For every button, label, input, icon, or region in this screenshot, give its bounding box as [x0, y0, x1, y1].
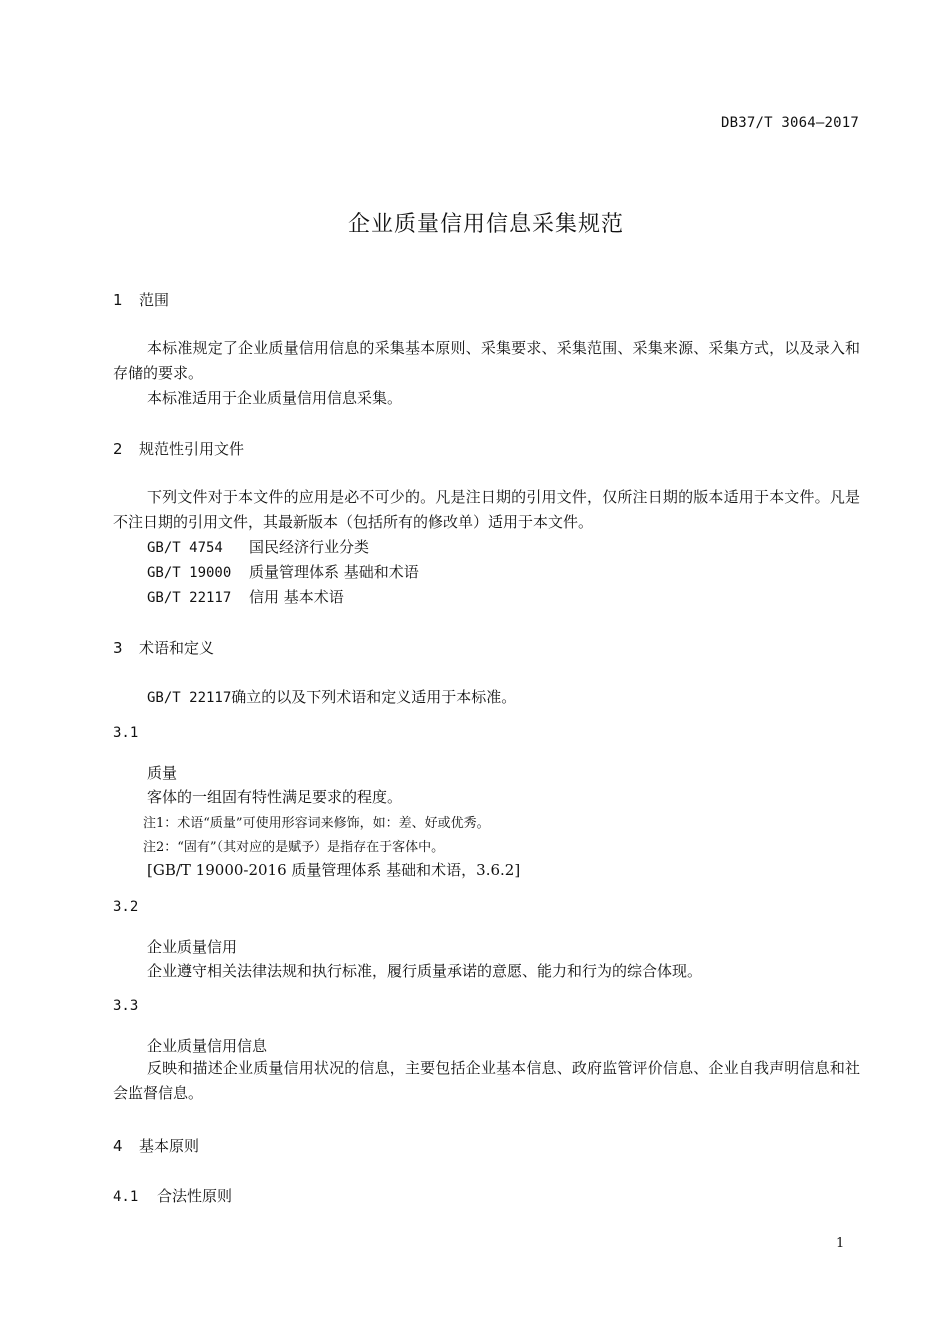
section-title: 术语和定义: [139, 639, 215, 657]
section-number: 3: [113, 639, 123, 657]
term-3-2-name: 企业质量信用: [147, 938, 238, 956]
reference-code: GB/T 22117: [147, 590, 232, 606]
term-3-2-number: 3.2: [113, 899, 139, 915]
section-number: 2: [113, 440, 123, 458]
intro-text: 确立的以及下列术语和定义适用于本标准。: [231, 688, 517, 706]
section-title: 范围: [139, 291, 170, 309]
section-3-heading: [113, 637, 214, 658]
page-number: 1: [836, 1236, 845, 1251]
term-3-1-number: 3.1: [113, 725, 139, 741]
section-number: 1: [113, 291, 123, 309]
normative-reference-row: [147, 561, 419, 582]
term-3-3-number: 3.3: [113, 998, 139, 1014]
normative-reference-row: [147, 536, 369, 557]
term-3-1-note-2: 注2：“固有”（其对应的是赋予）是指存在于客体中。: [143, 840, 445, 855]
subsection-title: 合法性原则: [157, 1187, 233, 1205]
term-3-1-source: [GB/T 19000-2016 质量管理体系 基础和术语，3.6.2]: [147, 861, 521, 879]
document-title: 企业质量信用信息采集规范: [347, 212, 624, 237]
subsection-4-1-heading: [113, 1185, 232, 1206]
reference-name: 质量管理体系 基础和术语: [249, 563, 419, 581]
section-4-heading: [113, 1135, 199, 1156]
section-3-intro: [147, 686, 516, 707]
term-3-1-name: 质量: [147, 764, 178, 782]
normative-reference-row: [147, 586, 344, 607]
reference-code: GB/T 19000: [147, 565, 232, 581]
section-title: 基本原则: [139, 1137, 200, 1155]
section-number: 4: [113, 1137, 123, 1155]
reference-name: 国民经济行业分类: [249, 538, 370, 556]
term-3-1-note-1: 注1：术语“质量”可使用形容词来修饰，如：差、好或优秀。: [143, 816, 490, 831]
section-2-paragraph-1: 下列文件对于本文件的应用是必不可少的。凡是注日期的引用文件，仅所注日期的版本适用于本文件。凡是不注日期的引用文件，其最新版本（包括所有的修改单）适用于本文件。: [113, 488, 860, 531]
term-3-3-definition: 反映和描述企业质量信用状况的信息，主要包括企业基本信息、政府监管评价信息、企业自我声明信息和社会监督信息。: [113, 1059, 860, 1102]
reference-name: 信用 基本术语: [249, 588, 344, 606]
subsection-number: 4.1: [113, 1189, 139, 1205]
reference-code: GB/T 4754: [147, 540, 223, 556]
section-title: 规范性引用文件: [139, 440, 245, 458]
section-2-heading: [113, 438, 244, 459]
term-3-3-name: 企业质量信用信息: [147, 1037, 268, 1055]
section-1-paragraph-1: 本标准规定了企业质量信用信息的采集基本原则、采集要求、采集范围、采集来源、采集方式，以及录入和存储的要求。: [113, 339, 860, 382]
term-3-2-definition: 企业遵守相关法律法规和执行标准，履行质量承诺的意愿、能力和行为的综合体现。: [147, 962, 703, 980]
term-3-1-definition: 客体的一组固有特性满足要求的程度。: [147, 788, 403, 806]
intro-reference-code: GB/T 22117: [147, 690, 232, 706]
standard-code: DB37/T 3064—2017: [720, 115, 859, 131]
section-1-paragraph-2: 本标准适用于企业质量信用信息采集。: [147, 389, 403, 407]
section-1-heading: [113, 289, 169, 310]
